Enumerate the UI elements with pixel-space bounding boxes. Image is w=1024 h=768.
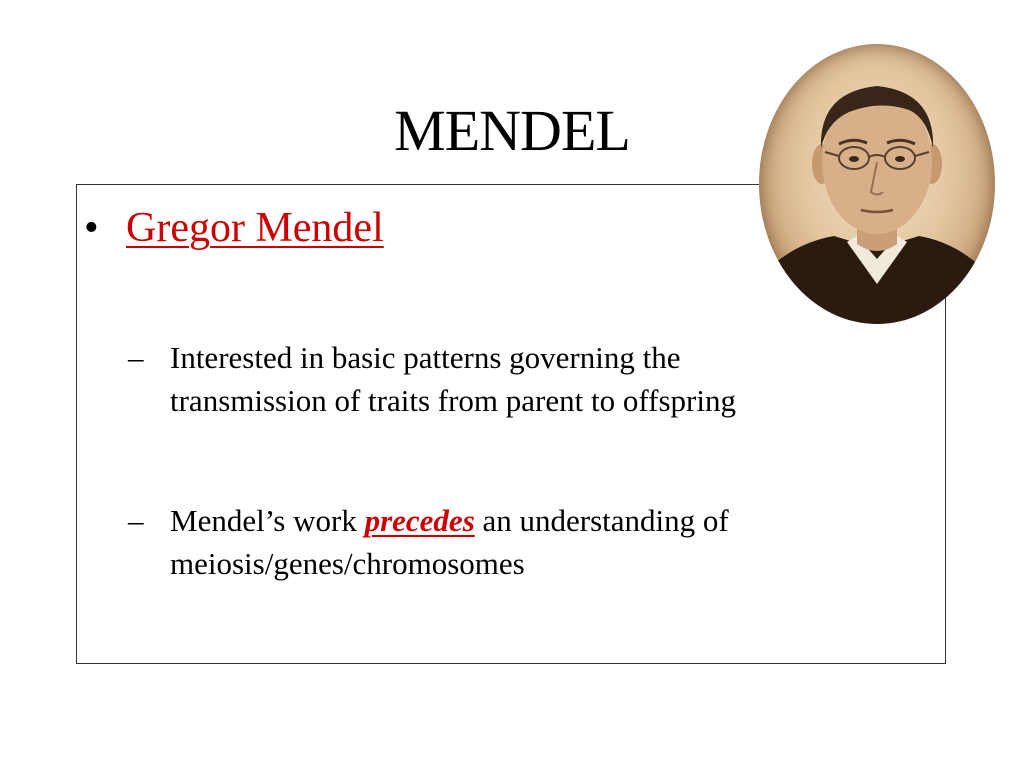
left-eye-shape — [849, 156, 859, 162]
mendel-portrait-image — [759, 44, 995, 324]
gregor-mendel-link[interactable]: Gregor Mendel — [126, 205, 384, 251]
dash-marker: – — [128, 503, 144, 538]
bullet-marker: • — [84, 205, 99, 251]
main-bullet — [84, 202, 384, 254]
sub-bullet-text-line1: Interested in basic patterns governing the — [170, 340, 681, 375]
portrait-illustration — [759, 44, 995, 324]
sub-bullet-text-line2: meiosis/genes/chromosomes — [170, 546, 525, 581]
emphasis-precedes: precedes — [364, 503, 475, 538]
sub-bullet-precedes — [128, 499, 729, 585]
sub-bullet-text-line2: transmission of traits from parent to offspring — [170, 383, 736, 418]
right-eye-shape — [895, 156, 905, 162]
dash-marker: – — [128, 340, 144, 375]
slide-title: MENDEL — [394, 98, 630, 163]
sub-bullet-text-suffix: an understanding of — [482, 503, 729, 538]
sub-bullet-interests — [128, 336, 736, 422]
sub-bullet-text-prefix: Mendel’s work — [170, 503, 357, 538]
